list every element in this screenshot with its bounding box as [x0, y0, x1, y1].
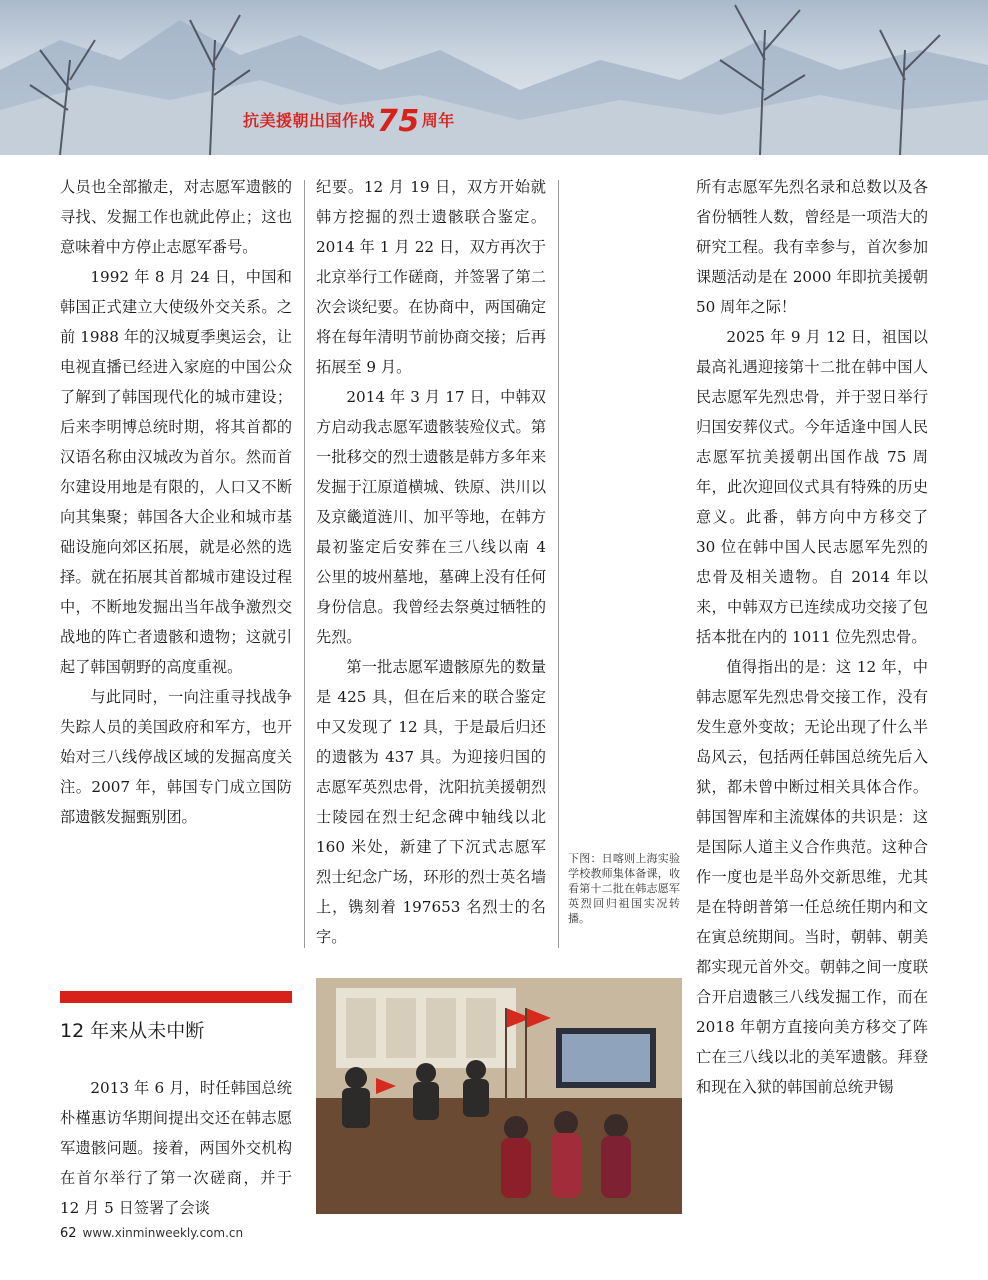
section-heading: 12 年来从未中断 [60, 1020, 205, 1042]
page-footer [60, 1226, 243, 1241]
section-bar [60, 991, 292, 1003]
column-2 [316, 172, 546, 952]
paragraph: 所有志愿军先烈名录和总数以及各省份牺牲人数，曾经是一项浩大的研究工程。我有幸参与，首次参加课题活动是在 2000 年即抗美援朝 50 周年之际！ [696, 178, 928, 316]
website-url: www.xinminweekly.com.cn [82, 1226, 244, 1240]
classroom-photo [316, 978, 682, 1214]
paragraph: 与此同时，一向注重寻找战争失踪人员的美国政府和军方，也开始对三八线停战区域的发掘高度关注。2007 年，韩国专门成立国防部遗骸发掘甄别团。 [60, 688, 292, 826]
classroom-photo-illustration [316, 978, 682, 1214]
paragraph: 第一批志愿军遗骸原先的数量是 425 具，但在后来的联合鉴定中又发现了 12 具，于是最后归还的遗骸为 437 具。为迎接归国的志愿军英烈忠骨，沈阳抗美援朝烈士陵园在烈士纪念碑中轴线以北 160 米处，新建了下沉式志愿军烈士纪念广场，环形的烈士英名墙上，镌刻着 197653 名烈士的名字。 [316, 658, 546, 946]
paragraph: 2025 年 9 月 12 日，祖国以最高礼遇迎接第十二批在韩中国人民志愿军先烈忠骨，并于翌日举行归国安葬仪式。今年适逢中国人民志愿军抗美援朝出国作战 75 周年，此次迎回仪式具有特殊的历史意义。此番，韩方向中方移交了 30 位在韩中国人民志愿军先烈的忠骨及相关遗物。自 2014 年以来，中韩双方已连续成功交接了包括本批在内的 1011 位先烈忠骨。 [696, 328, 928, 646]
paragraph: 2014 年 3 月 17 日，中韩双方启动我志愿军遗骸装殓仪式。第一批移交的烈士遗骸是韩方多年来发掘于江原道横城、铁原、洪川以及京畿道涟川、加平等地，在韩方最初鉴定后安葬在三八线以南 4 公里的坡州墓地，墓碑上没有任何身份信息。我曾经去祭奠过牺牲的先烈。 [316, 388, 546, 646]
column-divider [304, 180, 305, 948]
paragraph: 纪要。12 月 19 日，双方开始就韩方挖掘的烈士遗骸联合鉴定。2014 年 1 月 22 日，双方再次于北京举行工作磋商，并签署了第二次会谈纪要。在协商中，两国确定将在每年清明节前协商交接；后再拓展至 9 月。 [316, 178, 546, 376]
snowy-landscape-illustration [0, 0, 988, 155]
paragraph: 2013 年 6 月，时任韩国总统朴槿惠访华期间提出交还在韩志愿军遗骸问题。接着，两国外交机构在首尔举行了第一次磋商，并于 12 月 5 日签署了会谈 [60, 1079, 292, 1217]
header-banner [0, 0, 988, 155]
column-1 [60, 172, 292, 832]
column-3 [696, 172, 928, 1102]
column-divider [558, 180, 559, 948]
paragraph: 值得指出的是：这 12 年，中韩志愿军先烈忠骨交接工作，没有发生意外变故；无论出现了什么半岛风云，包括两任韩国总统先后入狱，都未曾中断过相关具体合作。韩国智库和主流媒体的共识是：这是国际人道主义合作典范。这种合作一度也是半岛外交新思维，尤其是在特朗普第一任总统任期内和文在寅总统期间。当时，朝韩、朝美都实现元首外交。朝韩之间一度联合开启遗骸三八线发掘工作，而在 2018 年朝方直接向美方移交了阵亡在三八线以北的美军遗骸。拜登和现在入狱的韩国前总统尹锡 [696, 658, 928, 1096]
banner-title: 抗美援朝出国作战75 周年 [243, 104, 455, 139]
section-body [60, 1073, 292, 1223]
paragraph: 1992 年 8 月 24 日，中国和韩国正式建立大使级外交关系。之前 1988 年的汉城夏季奥运会，让电视直播已经进入家庭的中国公众了解到了韩国现代化的城市建设；后来李明博总统时期，将其首都的汉语名称由汉城改为首尔。然而首尔建设用地是有限的，人口又不断向其集聚；韩国各大企业和城市基础设施向郊区拓展，就是必然的选择。就在拓展其首都城市建设过程中，不断地发掘出当年战争激烈交战地的阵亡者遗骸和遗物；这就引起了韩国朝野的高度重视。 [60, 268, 292, 676]
paragraph: 人员也全部撤走，对志愿军遗骸的寻找、发掘工作也就此停止；这也意味着中方停止志愿军番号。 [60, 178, 292, 256]
page-number: 62 [60, 1226, 77, 1241]
photo-caption: 下图：日喀则上海实验学校教师集体备课，收看第十二批在韩志愿军英烈回归祖国实况转播。 [568, 852, 680, 925]
